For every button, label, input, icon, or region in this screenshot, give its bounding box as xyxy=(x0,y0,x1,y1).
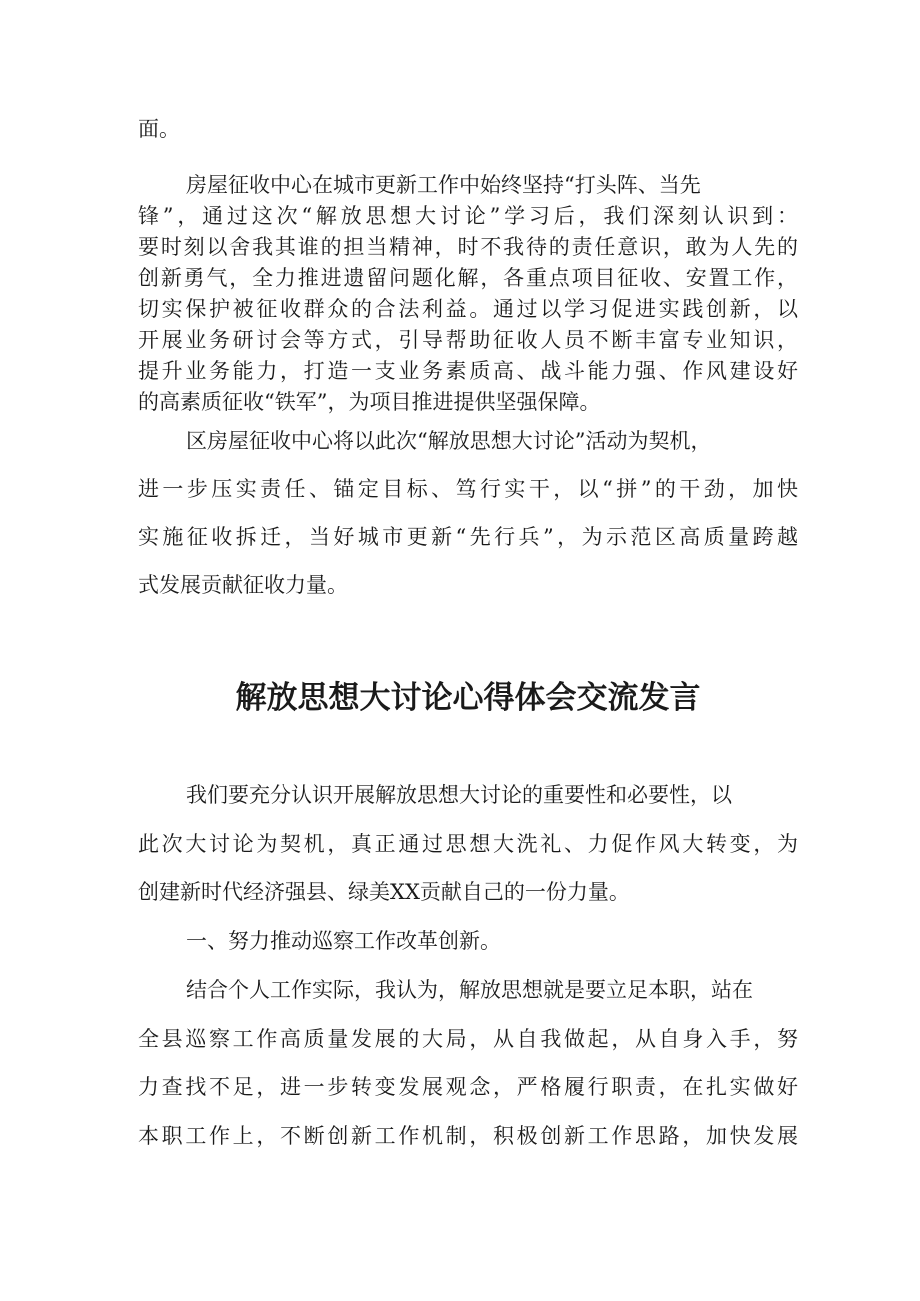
paragraph-line: 创建新时代经济强县、绿美XX贡献自己的一份力量。 xyxy=(138,880,630,904)
paragraph-line: 要时刻以舍我其谁的担当精神，时不我待的责任意识，敢为人先的 xyxy=(138,235,798,259)
paragraph-fragment: 面。 xyxy=(138,117,180,141)
paragraph-line: 力查找不足，进一步转变发展观念，严格履行职责，在扎实做好 xyxy=(138,1075,798,1099)
paragraph-line: 式发展贡献征收力量。 xyxy=(138,573,348,597)
paragraph-line: 此次大讨论为契机，真正通过思想大洗礼、力促作风大转变，为 xyxy=(138,832,798,856)
paragraph-line: 结合个人工作实际，我认为，解放思想就是要立足本职，站在 xyxy=(186,978,753,1002)
page-title: 解放思想大讨论心得体会交流发言 xyxy=(235,680,701,716)
paragraph-line: 本职工作上，不断创新工作机制，积极创新工作思路，加快发展 xyxy=(138,1124,798,1148)
paragraph-line: 进一步压实责任、锚定目标、笃行实干，以“拼”的干劲，加快 xyxy=(138,477,798,501)
paragraph-line: 锋”，通过这次“解放思想大讨论”学习后，我们深刻认识到： xyxy=(138,204,798,228)
paragraph-line: 房屋征收中心在城市更新工作中始终坚持“打头阵、当先 xyxy=(186,173,701,197)
paragraph-line: 创新勇气，全力推进遗留问题化解，各重点项目征收、安置工作， xyxy=(138,266,798,290)
section-heading: 一、努力推动巡察工作改革创新。 xyxy=(186,929,501,953)
paragraph-line: 全县巡察工作高质量发展的大局，从自我做起，从自身入手，努 xyxy=(138,1027,798,1051)
paragraph-line: 我们要充分认识开展解放思想大讨论的重要性和必要性，以 xyxy=(186,783,732,807)
paragraph-line: 区房屋征收中心将以此次“解放思想大讨论”活动为契机， xyxy=(186,429,712,453)
paragraph-line: 开展业务研讨会等方式，引导帮助征收人员不断丰富专业知识， xyxy=(138,328,798,352)
paragraph-line: 提升业务能力，打造一支业务素质高、战斗能力强、作风建设好 xyxy=(138,359,798,383)
paragraph-line: 实施征收拆迁，当好城市更新“先行兵”，为示范区高质量跨越 xyxy=(138,525,798,549)
paragraph-line: 的高素质征收“铁军”，为项目推进提供坚强保障。 xyxy=(138,390,601,414)
paragraph-line: 切实保护被征收群众的合法利益。通过以学习促进实践创新，以 xyxy=(138,297,798,321)
